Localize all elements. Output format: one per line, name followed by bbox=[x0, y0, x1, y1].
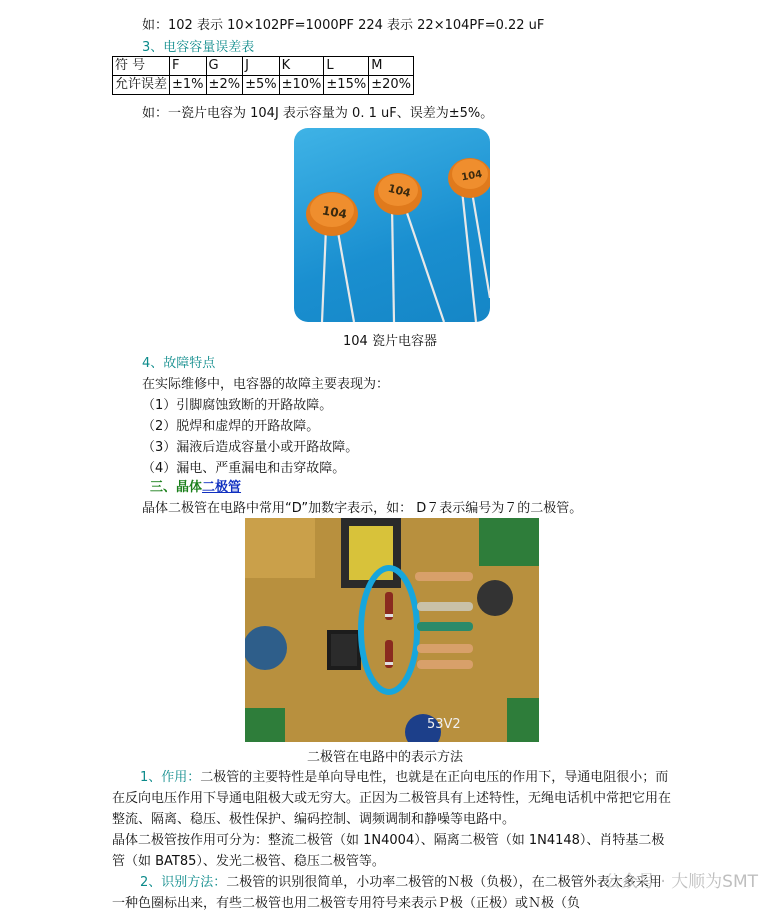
section4-title: 4、故障特点 bbox=[142, 356, 216, 371]
function-paragraph bbox=[112, 767, 672, 830]
table-cell: 允许误差 bbox=[113, 76, 170, 95]
table-cell: J bbox=[243, 57, 280, 76]
function-text: 二极管的主要特性是单向导电性，也就是在正向电压的作用下，导通电阻很小；而在反向电压作用下导通电阻极大或无穷大。正因为二极管具有上述特性，无绳电话机中常把它用在整流、隔离、稳压、极性保护、编码控制、调频调制和静噪等电路中。 bbox=[112, 770, 672, 827]
ceramic-capacitor-photo bbox=[294, 128, 490, 322]
capacitor-marking: 104 bbox=[320, 203, 349, 222]
table-cell: ±2% bbox=[206, 76, 243, 95]
table-cell: L bbox=[324, 57, 369, 76]
table-cell: G bbox=[206, 57, 243, 76]
table-cell: ±1% bbox=[170, 76, 207, 95]
table-cell: ±15% bbox=[324, 76, 369, 95]
types-paragraph: 晶体二极管按作用可分为：整流二极管（如 1N4004）、隔离二极管（如 1N4148）、肖特基二极管（如 BAT85）、发光二极管、稳压二极管等。 bbox=[112, 833, 665, 869]
ceramic-example-line: 如：一瓷片电容为 104J 表示容量为 0. 1 uF、误差为±5%。 bbox=[142, 106, 494, 121]
fault-item: （3）漏液后造成容量小或开路故障。 bbox=[142, 440, 359, 455]
fault-item: （2）脱焊和虚焊的开路故障。 bbox=[142, 419, 320, 434]
capacitor-caption: 104 瓷片电容器 bbox=[343, 334, 437, 349]
chapter3-heading bbox=[150, 476, 241, 495]
identify-paragraph bbox=[112, 872, 672, 914]
table-cell: F bbox=[170, 57, 207, 76]
section3-title: 3、电容容量误差表 bbox=[142, 40, 255, 55]
identify-text: 二极管的识别很简单，小功率二极管的Ｎ极（负极），在二极管外表大多采用一种色圈标出来，有些二极管也用二极管专用符号来表示Ｐ极（正极）或Ｎ极（负 bbox=[112, 875, 662, 911]
table-cell: ±10% bbox=[279, 76, 324, 95]
circuit-board-photo bbox=[245, 518, 539, 742]
table-row bbox=[113, 57, 414, 76]
fault-item: （4）漏电、严重漏电和击穿故障。 bbox=[142, 461, 346, 476]
board-marking: 53V2 bbox=[427, 717, 461, 732]
table-cell: 符 号 bbox=[113, 57, 170, 76]
tolerance-table bbox=[112, 56, 414, 95]
capacitor-marking: 104 bbox=[460, 168, 484, 184]
table-cell: M bbox=[369, 57, 414, 76]
table-cell: K bbox=[279, 57, 324, 76]
diode-link[interactable]: 二极管 bbox=[202, 480, 242, 495]
diode-intro: 晶体二极管在电路中常用“D”加数字表示，如： D７表示编号为７的二极管。 bbox=[142, 501, 583, 516]
table-cell: ±20% bbox=[369, 76, 414, 95]
fault-item: （1）引脚腐蚀致断的开路故障。 bbox=[142, 398, 333, 413]
watermark: 公众号 · 大顺为SMT bbox=[603, 872, 758, 892]
chapter3-prefix: 三、晶体 bbox=[150, 480, 203, 495]
board-caption: 二极管在电路中的表示方法 bbox=[307, 750, 464, 765]
function-label: 1、作用： bbox=[140, 770, 201, 785]
identify-label: 2、识别方法： bbox=[140, 875, 227, 890]
capacity-example-line: 如：102 表示 10×102PF=1000PF 224 表示 22×104PF=0.22 uF bbox=[142, 18, 545, 33]
table-cell: ±5% bbox=[243, 76, 280, 95]
capacitor-marking: 104 bbox=[386, 181, 413, 200]
fault-intro: 在实际维修中，电容器的故障主要表现为： bbox=[142, 377, 390, 392]
table-row bbox=[113, 76, 414, 95]
